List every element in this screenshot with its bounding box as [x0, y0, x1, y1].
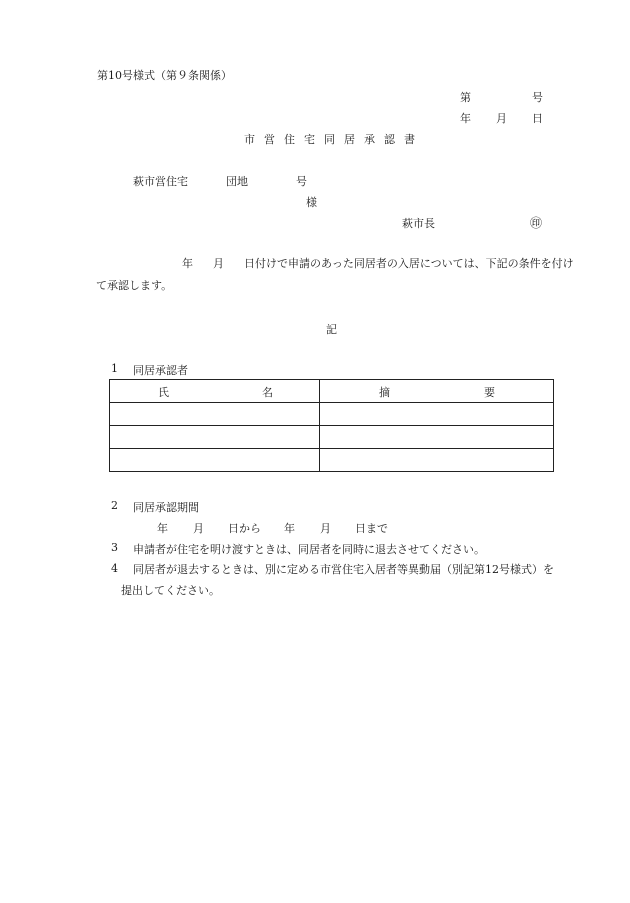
name-cell[interactable] [110, 403, 320, 426]
period-day-to: 日まで [355, 522, 388, 535]
item1-number: 1 [111, 362, 118, 375]
period-day-from: 日から [228, 522, 261, 535]
name-cell[interactable] [110, 426, 320, 449]
body-month: 月 [213, 257, 224, 270]
item4-text: 同居者が退去するときは、別に定める市営住宅入居者等異動届（別記第12号様式）を提出してください。 [121, 563, 554, 597]
remark-cell[interactable] [320, 403, 554, 426]
period-year-to: 年 [284, 522, 295, 535]
approval-table [109, 379, 554, 472]
period-year-from: 年 [157, 522, 168, 535]
body-year: 年 [182, 257, 193, 270]
date-year: 年 [460, 112, 471, 125]
date-month: 月 [496, 112, 507, 125]
period-month-to: 月 [320, 522, 331, 535]
item2-number: 2 [111, 499, 118, 512]
doc-number-go: 号 [532, 91, 543, 104]
form-header: 第10号様式（第９条関係） [97, 69, 232, 82]
addressee-go: 号 [296, 175, 307, 188]
body-paragraph [96, 253, 578, 297]
addressee-sama: 様 [306, 196, 317, 209]
name-column-header [110, 380, 320, 403]
item4-number: 4 [111, 562, 118, 575]
page-title: 市営住宅同居承認書 [244, 133, 424, 146]
period-month-from: 月 [193, 522, 204, 535]
date-day: 日 [532, 112, 543, 125]
remark-cell[interactable] [320, 426, 554, 449]
remark-header-b: 要 [484, 386, 495, 399]
item1-label: 同居承認者 [133, 364, 188, 377]
item2-label: 同居承認期間 [133, 501, 199, 514]
addressee-danchi: 団地 [226, 175, 248, 188]
item3-number: 3 [111, 541, 118, 554]
seal-mark: ㊞ [530, 216, 543, 230]
table-row [110, 403, 554, 426]
doc-number-dai: 第 [460, 91, 471, 104]
issuer-name: 萩市長 [402, 217, 435, 230]
addressee-prefix: 萩市営住宅 [133, 175, 188, 188]
name-header-a: 氏 [158, 386, 169, 399]
table-header-row [110, 380, 554, 403]
table-row [110, 449, 554, 472]
remark-column-header [320, 380, 554, 403]
ki-heading: 記 [326, 323, 337, 336]
remark-header-a: 摘 [379, 386, 390, 399]
remark-cell[interactable] [320, 449, 554, 472]
table-row [110, 426, 554, 449]
item3-text: 申請者が住宅を明け渡すときは、同居者を同時に退去させてください。 [133, 543, 485, 556]
name-header-b: 名 [262, 386, 273, 399]
name-cell[interactable] [110, 449, 320, 472]
body-text: 日付けで申請のあった同居者の入居については、下記の条件を付けて承認します。 [96, 257, 574, 292]
